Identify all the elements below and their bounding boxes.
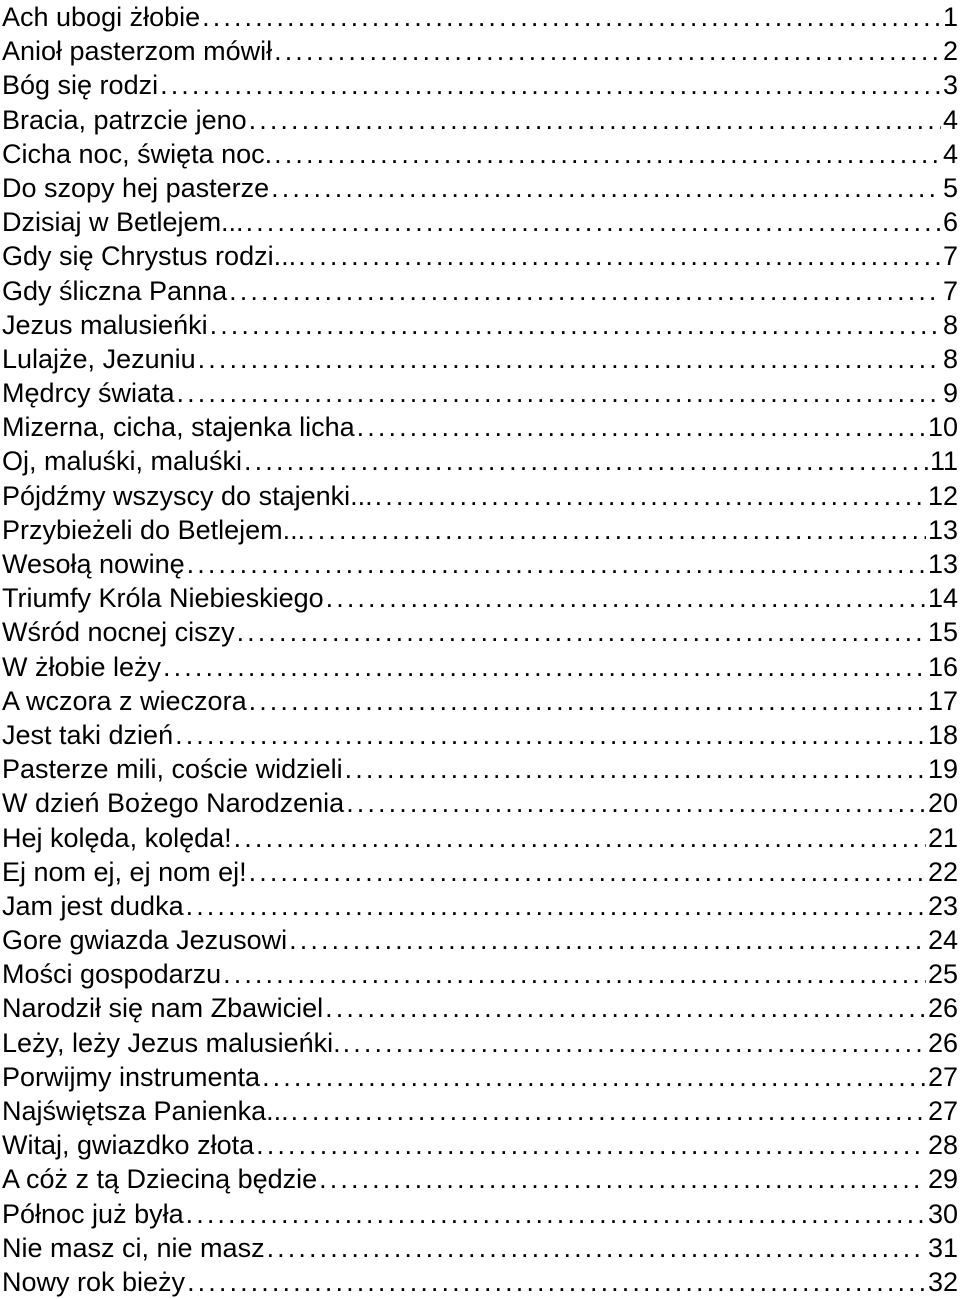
toc-entry-title: Wesołą nowinę — [2, 549, 185, 579]
toc-entry[interactable] — [2, 1094, 958, 1128]
toc-entry-title: Porwijmy instrumenta — [2, 1061, 261, 1092]
toc-entry[interactable] — [2, 718, 958, 752]
dot-leader — [249, 684, 926, 718]
dot-leader — [274, 34, 941, 68]
toc-entry-page: 11 — [929, 446, 958, 477]
toc-entry[interactable] — [2, 1162, 958, 1196]
toc-entry-page: 9 — [942, 378, 958, 409]
toc-entry-page: 12 — [927, 480, 958, 511]
dot-leader — [198, 342, 941, 376]
toc-entry-title: Mizerna, cicha, stajenka licha — [2, 412, 355, 443]
toc-entry[interactable] — [2, 1231, 958, 1265]
toc-entry-title: Pasterze mili, coście widzieli — [2, 754, 343, 785]
dot-leader — [307, 513, 926, 547]
dot-leader — [298, 239, 941, 273]
toc-entry-title: Przybieżeli do Betlejem... — [2, 514, 306, 545]
toc-entry-title: Nowy rok bieży — [2, 1266, 186, 1297]
toc-entry[interactable] — [2, 1026, 958, 1060]
toc-entry[interactable] — [2, 103, 958, 137]
dot-leader — [177, 376, 941, 410]
toc-entry[interactable] — [2, 479, 958, 513]
toc-entry[interactable] — [2, 650, 958, 684]
toc-entry-title: Anioł pasterzom mówił — [2, 36, 273, 67]
dot-leader — [202, 0, 941, 34]
dot-leader — [175, 718, 926, 752]
toc-entry[interactable] — [2, 991, 958, 1025]
toc-entry-title: Jezus malusieńki — [2, 309, 208, 340]
dot-leader — [244, 444, 928, 478]
toc-entry-page: 4 — [942, 138, 958, 169]
toc-entry[interactable] — [2, 684, 958, 718]
toc-entry-page: 31 — [927, 1232, 958, 1263]
dot-leader — [186, 1197, 926, 1231]
dot-leader — [246, 205, 941, 239]
dot-leader — [249, 103, 941, 137]
toc-entry-page: 19 — [927, 754, 958, 785]
toc-entry-title: Oj, maluśki, maluśki — [2, 446, 243, 477]
toc-entry[interactable] — [2, 137, 958, 171]
toc-entry-title: A cóż z tą Dzieciną będzie — [2, 1164, 318, 1195]
toc-entry-page: 8 — [942, 343, 958, 374]
toc-entry-title: Bóg się rodzi — [2, 70, 159, 101]
toc-entry-page: 29 — [927, 1164, 958, 1195]
toc-entry-title: A wczora z wieczora — [2, 685, 247, 716]
toc-entry-page: 10 — [927, 412, 958, 443]
toc-entry[interactable] — [2, 308, 958, 342]
dot-leader — [326, 581, 926, 615]
toc-entry[interactable] — [2, 342, 958, 376]
toc-entry-page: 7 — [942, 241, 958, 272]
dot-leader — [187, 547, 926, 581]
toc-entry[interactable] — [2, 68, 958, 102]
toc-entry-title: Gore gwiazda Jezusowi — [2, 925, 288, 956]
dot-leader — [237, 615, 926, 649]
toc-entry-page: 32 — [927, 1266, 958, 1297]
toc-entry-title: Wśród nocnej ciszy — [2, 617, 235, 648]
toc-entry-title: Bracia, patrzcie jeno — [2, 104, 247, 135]
toc-entry-page: 16 — [927, 651, 958, 682]
toc-entry-title: Najświętsza Panienka... — [2, 1096, 289, 1126]
toc-entry-page: 1 — [942, 2, 958, 32]
toc-entry-page: 5 — [942, 172, 958, 203]
toc-entry-page: 17 — [927, 685, 958, 716]
toc-entry[interactable] — [2, 1060, 958, 1094]
toc-entry[interactable] — [2, 821, 958, 855]
toc-entry-page: 2 — [942, 36, 958, 67]
toc-entry-title: Ach ubogi żłobie — [2, 2, 201, 32]
toc-entry-page: 21 — [927, 822, 958, 853]
toc-entry-title: W żłobie leży — [2, 651, 162, 682]
dot-leader — [256, 1128, 926, 1162]
toc-entry-page: 8 — [942, 309, 958, 340]
toc-entry[interactable] — [2, 34, 958, 68]
toc-entry[interactable] — [2, 752, 958, 786]
toc-entry-title: Nie masz ci, nie masz — [2, 1232, 265, 1263]
toc-entry-title: Narodził się nam Zbawiciel — [2, 993, 324, 1024]
toc-entry-page: 23 — [927, 890, 958, 921]
dot-leader — [325, 991, 926, 1025]
toc-entry[interactable] — [2, 889, 958, 923]
dot-leader — [343, 1026, 926, 1060]
toc-entry[interactable] — [2, 957, 958, 991]
dot-leader — [274, 137, 941, 171]
toc-entry-page: 26 — [927, 1027, 958, 1058]
toc-entry-page: 27 — [927, 1061, 958, 1092]
toc-entry-page: 13 — [927, 514, 958, 545]
dot-leader — [234, 821, 926, 855]
dot-leader — [186, 889, 926, 923]
dot-leader — [249, 855, 926, 889]
toc-entry-title: Mości gospodarzu — [2, 959, 222, 990]
dot-leader — [223, 957, 926, 991]
toc-entry-title: Gdy się Chrystus rodzi... — [2, 241, 297, 272]
dot-leader — [160, 68, 941, 102]
toc-entry-page: 25 — [927, 959, 958, 990]
dot-leader — [210, 308, 941, 342]
toc-entry-page: 24 — [927, 925, 958, 956]
toc-entry-title: Pójdźmy wszyscy do stajenki... — [2, 480, 373, 511]
toc-entry-page: 15 — [927, 617, 958, 648]
toc-entry-page: 27 — [927, 1096, 958, 1126]
dot-leader — [267, 1231, 926, 1265]
dot-leader — [163, 650, 926, 684]
toc-entry[interactable] — [2, 855, 958, 889]
toc-entry-title: Mędrcy świata — [2, 378, 175, 409]
toc-entry[interactable] — [2, 171, 958, 205]
toc-entry[interactable] — [2, 205, 958, 239]
toc-entry-page: 6 — [942, 207, 958, 238]
dot-leader — [289, 923, 926, 957]
toc-entry[interactable] — [2, 923, 958, 957]
dot-leader — [291, 1094, 926, 1128]
toc-entry[interactable] — [2, 786, 958, 820]
toc-entry-title: Jam jest dudka — [2, 890, 184, 921]
toc-entry-page: 22 — [927, 856, 958, 887]
table-of-contents — [2, 0, 958, 1299]
dot-leader — [229, 274, 941, 308]
toc-entry-title: Hej kolęda, kolęda! — [2, 822, 232, 853]
toc-entry-page: 13 — [927, 549, 958, 579]
toc-entry-title: Dzisiaj w Betlejem... — [2, 207, 244, 238]
toc-entry-page: 20 — [927, 788, 958, 819]
toc-entry-title: Ej nom ej, ej nom ej! — [2, 856, 247, 887]
toc-entry-title: Do szopy hej pasterze — [2, 172, 270, 203]
toc-entry[interactable] — [2, 239, 958, 273]
toc-entry-title: Cicha noc, święta noc. — [2, 138, 273, 169]
toc-entry-title: Gdy śliczna Panna — [2, 275, 228, 306]
toc-entry-page: 26 — [927, 993, 958, 1024]
toc-entry[interactable] — [2, 547, 958, 581]
dot-leader — [357, 410, 926, 444]
dot-leader — [346, 786, 926, 820]
toc-entry-page: 14 — [927, 583, 958, 614]
toc-entry[interactable] — [2, 1128, 958, 1162]
toc-entry-page: 4 — [942, 104, 958, 135]
toc-entry-page: 28 — [927, 1130, 958, 1161]
toc-entry[interactable] — [2, 410, 958, 444]
toc-entry[interactable] — [2, 1197, 958, 1231]
toc-entry[interactable] — [2, 444, 958, 478]
toc-entry[interactable] — [2, 581, 958, 615]
toc-entry-title: Lulajże, Jezuniu — [2, 343, 196, 374]
toc-entry-title: W dzień Bożego Narodzenia — [2, 788, 345, 819]
toc-entry[interactable] — [2, 274, 958, 308]
toc-entry[interactable] — [2, 513, 958, 547]
toc-entry[interactable] — [2, 376, 958, 410]
toc-entry-page: 7 — [942, 275, 958, 306]
dot-leader — [345, 752, 926, 786]
toc-entry-title: Witaj, gwiazdko złota — [2, 1130, 255, 1161]
toc-entry[interactable] — [2, 615, 958, 649]
dot-leader — [319, 1162, 926, 1196]
toc-entry-title: Północ już była — [2, 1198, 184, 1229]
toc-entry-title: Jest taki dzień — [2, 719, 174, 750]
dot-leader — [375, 479, 926, 513]
toc-entry-title: Triumfy Króla Niebieskiego — [2, 583, 324, 614]
dot-leader — [271, 171, 941, 205]
toc-entry[interactable] — [2, 0, 958, 34]
toc-entry-page: 18 — [927, 719, 958, 750]
toc-entry-page: 30 — [927, 1198, 958, 1229]
dot-leader — [262, 1060, 926, 1094]
toc-entry-page: 3 — [942, 70, 958, 101]
toc-entry-title: Leży, leży Jezus malusieńki. — [2, 1027, 341, 1058]
